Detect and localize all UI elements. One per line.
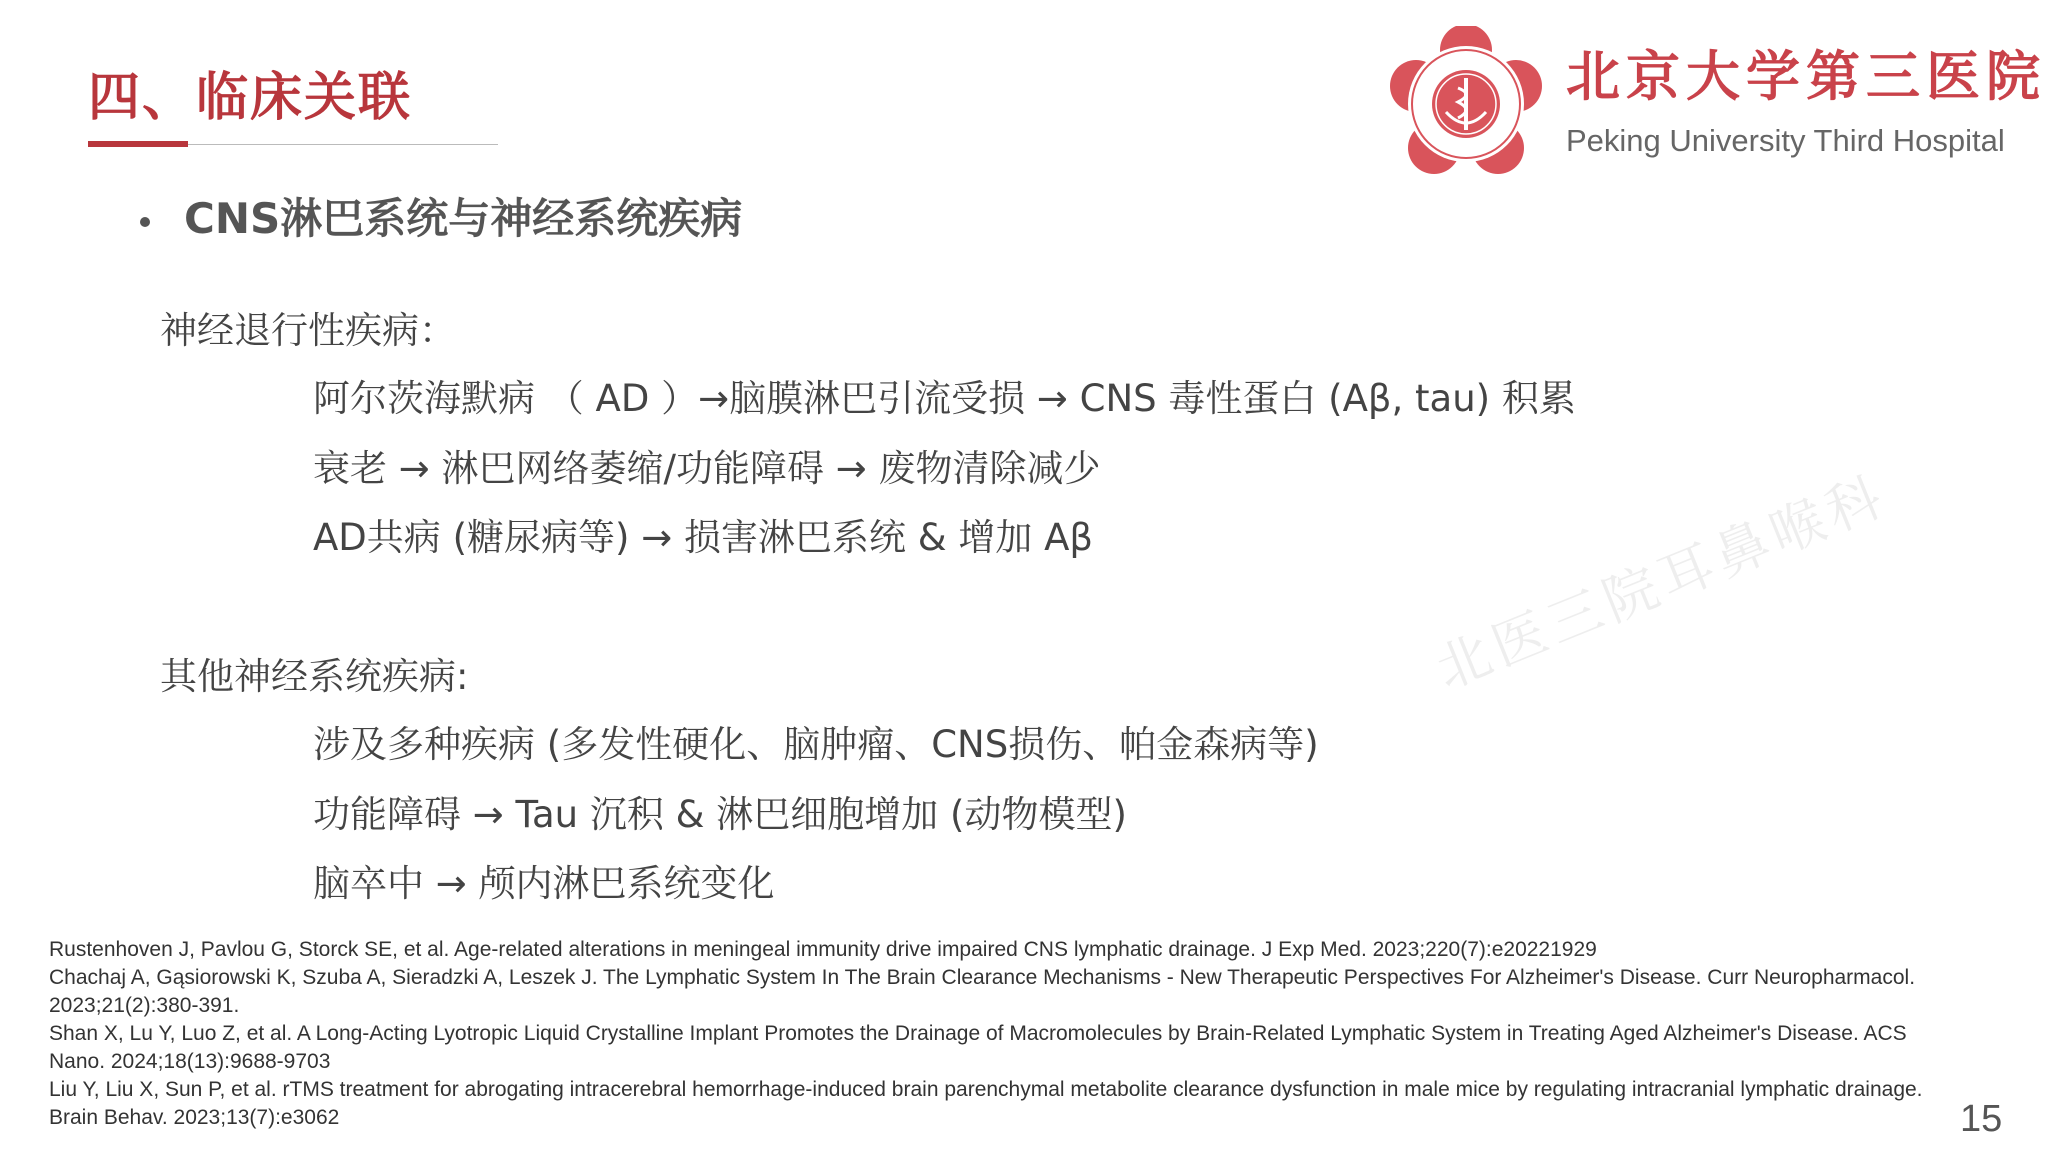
reference: Liu Y, Liu X, Sun P, et al. rTMS treatment for abrogating intracerebral hemorrhage-induced brain parenchymal metabolite clearance dysfunction in male mice by regulating intracranial lymphatic drainage. Brain Behav. 2023;13(7):e3062 xyxy=(49,1078,1923,1129)
list-item: AD共病 (糖尿病等) → 损害淋巴系统 & 增加 Aβ xyxy=(313,516,1094,559)
hospital-name-cn: 北京大学第三医院 xyxy=(1566,44,2046,108)
hospital-name-en: Peking University Third Hospital xyxy=(1566,123,2005,158)
main-bullet xyxy=(140,186,742,246)
section-heading: 神经退行性疾病： xyxy=(160,309,456,352)
references xyxy=(49,936,1939,1132)
list-item: 阿尔茨海默病 （ AD ）→脑膜淋巴引流受损 → CNS 毒性蛋白 (Aβ, tau) 积累 xyxy=(313,377,1576,420)
slide-title: 四、临床关联 xyxy=(88,68,413,128)
page-number: 15 xyxy=(1960,1098,2003,1140)
watermark: 北医三院耳鼻喉科 xyxy=(1427,463,1896,702)
reference: Chachaj A, Gąsiorowski K, Szuba A, Sieradzki A, Leszek J. The Lymphatic System In The Brain Clearance Mechanisms - New Therapeutic Perspectives For Alzheimer's Disease. Curr Neuropharmacol. 2023;21(2):380-391. xyxy=(49,966,1916,1017)
list-item: 功能障碍 → Tau 沉积 & 淋巴细胞增加 (动物模型) xyxy=(313,793,1127,836)
title-underline xyxy=(188,144,498,145)
reference: Rustenhoven J, Pavlou G, Storck SE, et al. Age-related alterations in meningeal immunity drive impaired CNS lymphatic drainage. J Exp Med. 2023;220(7):e20221929 xyxy=(49,938,1597,961)
list-item: 涉及多种疾病 (多发性硬化、脑肿瘤、CNS损伤、帕金森病等) xyxy=(313,723,1319,766)
list-item: 脑卒中 → 颅内淋巴系统变化 xyxy=(313,862,775,905)
list-item: 衰老 → 淋巴网络萎缩/功能障碍 → 废物清除减少 xyxy=(313,447,1101,490)
main-bullet-text: CNS淋巴系统与神经系统疾病 xyxy=(184,194,743,243)
section-heading: 其他神经系统疾病: xyxy=(160,655,469,698)
bullet-icon xyxy=(140,217,150,227)
hospital-emblem-logo xyxy=(1388,26,1544,182)
reference: Shan X, Lu Y, Luo Z, et al. A Long-Acting Lyotropic Liquid Crystalline Implant Promotes the Drainage of Macromolecules by Brain-Related Lymphatic System in Treating Aged Alzheimer's Disease. ACS Nano. 2024;18(13):9688-9703 xyxy=(49,1022,1907,1073)
title-underline-accent xyxy=(88,141,188,147)
